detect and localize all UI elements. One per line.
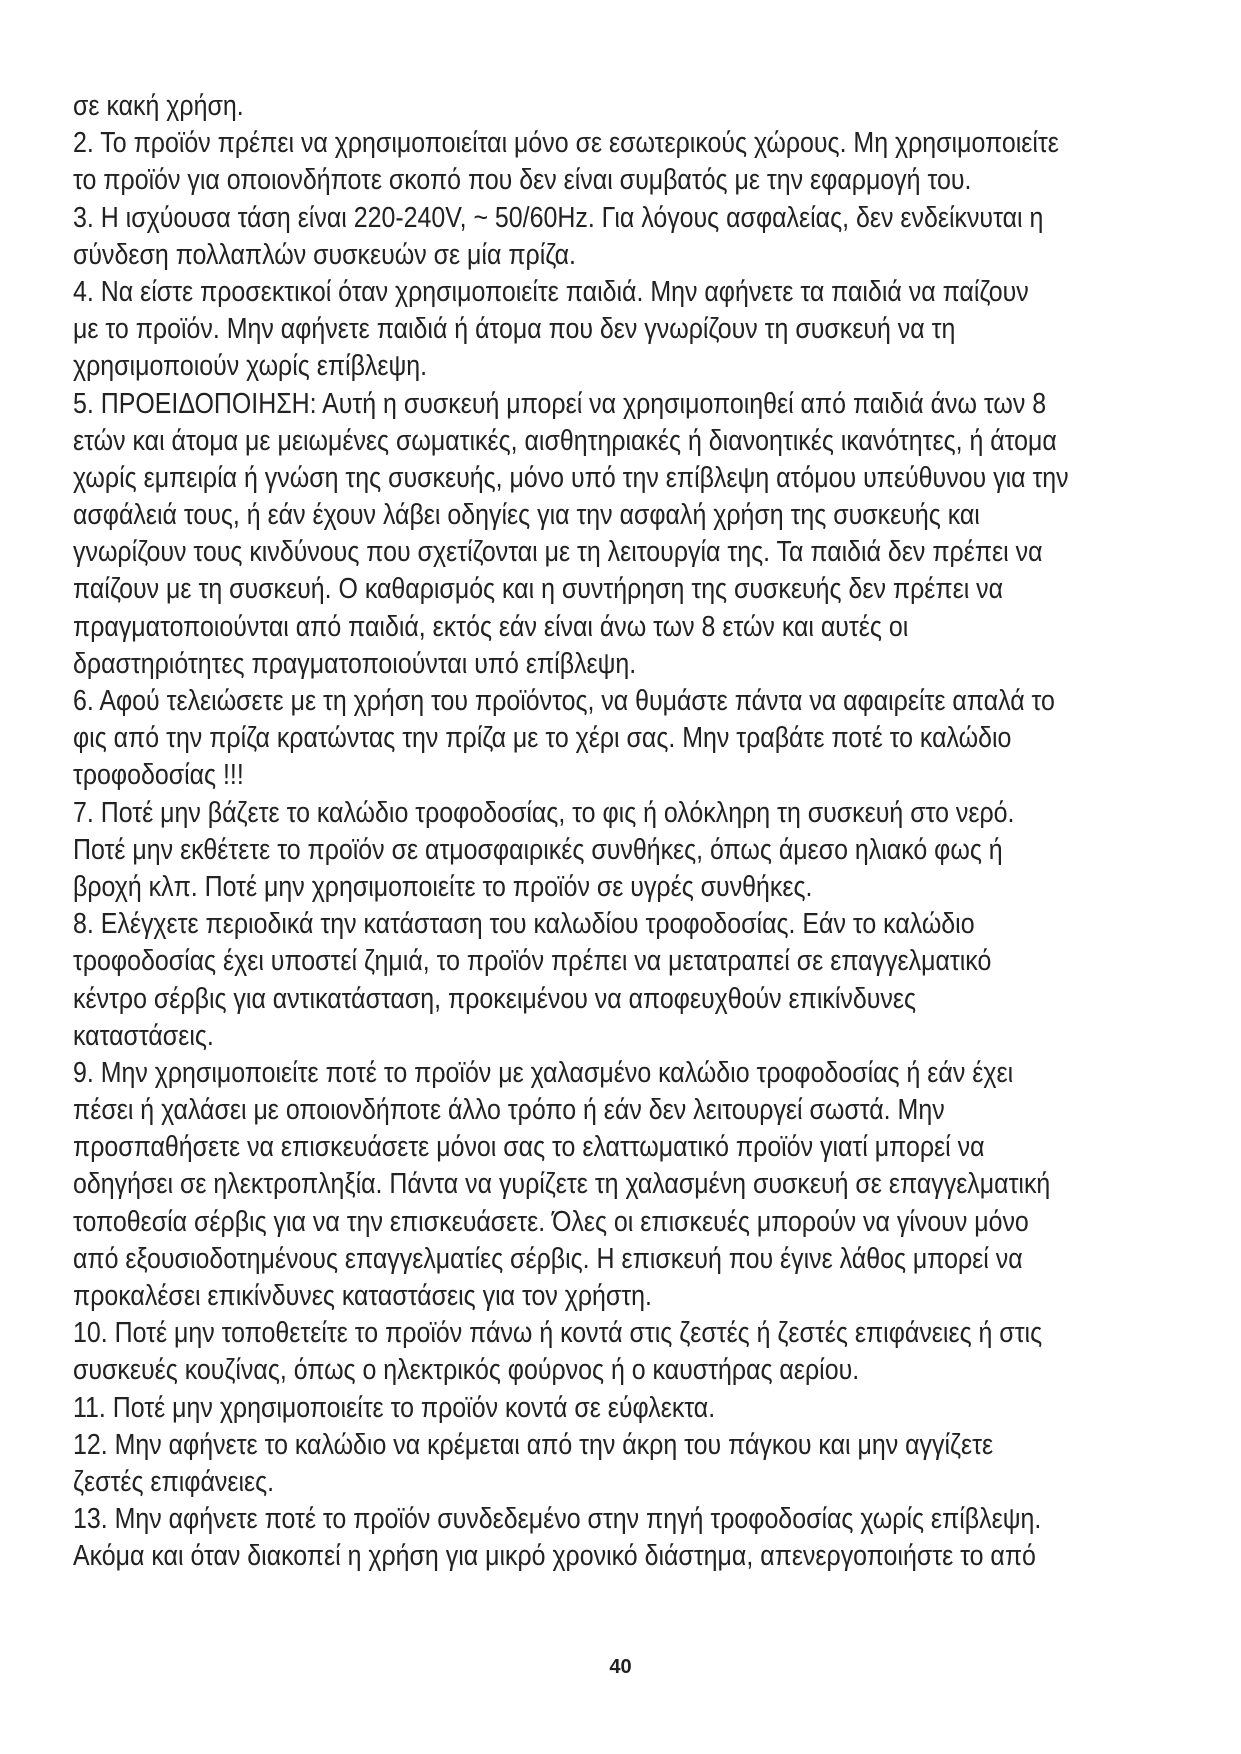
text-line: κέντρο σέρβις για αντικατάσταση, προκειμένου να αποφευχθούν επικίνδυνες (73, 982, 917, 1015)
text-line: δραστηριότητες πραγματοποιούνται υπό επίβλεψη. (73, 647, 637, 680)
text-line: από εξουσιοδοτημένους επαγγελματίες σέρβις. Η επισκευή που έγινε λάθος μπορεί να (73, 1242, 1023, 1275)
text-line: χρησιμοποιούν χωρίς επίβλεψη. (73, 350, 428, 383)
text-line: 12. Μην αφήνετε το καλώδιο να κρέμεται από την άκρη του πάγκου και μην αγγίζετε (73, 1428, 994, 1461)
text-line: παίζουν με τη συσκευή. Ο καθαρισμός και η συντήρηση της συσκευής δεν πρέπει να (73, 573, 1004, 606)
text-line: ετών και άτομα με μειωμένες σωματικές, αισθητηριακές ή διανοητικές ικανότητες, ή άτομα (73, 424, 1057, 457)
text-line: οδηγήσει σε ηλεκτροπληξία. Πάντα να γυρίζετε τη χαλασμένη συσκευή σε επαγγελματική (73, 1168, 1051, 1201)
text-line: 6. Αφού τελειώσετε με τη χρήση του προϊόντος, να θυμάστε πάντα να αφαιρείτε απαλά το (73, 685, 1055, 717)
text-line: Ποτέ μην εκθέτετε το προϊόν σε ατμοσφαιρικές συνθήκες, όπως άμεσο ηλιακό φως ή (73, 833, 1003, 866)
text-line: ασφάλειά τους, ή εάν έχουν λάβει οδηγίες για την ασφαλή χρήση της συσκευής και (73, 499, 980, 532)
text-line: καταστάσεις. (73, 1019, 214, 1052)
text-line: σε κακή χρήση. (73, 90, 244, 122)
text-line: τοποθεσία σέρβις για να την επισκευάσετε. Όλες οι επισκευές μπορούν να γίνουν μόνο (73, 1205, 1029, 1238)
page-number: 40 (609, 1656, 632, 1678)
text-line: φις από την πρίζα κρατώντας την πρίζα με το χέρι σας. Μην τραβάτε ποτέ το καλώδιο (73, 722, 1012, 755)
text-line: πέσει ή χαλάσει με οποιονδήποτε άλλο τρόπο ή εάν δεν λειτουργεί σωστά. Μην (73, 1094, 945, 1127)
text-line: 9. Μην χρησιμοποιείτε ποτέ το προϊόν με χαλασμένο καλώδιο τροφοδοσίας ή εάν έχει (73, 1056, 1014, 1089)
text-line: βροχή κλπ. Ποτέ μην χρησιμοποιείτε το προϊόν σε υγρές συνθήκες. (73, 870, 813, 903)
text-line: τροφοδοσίας έχει υποστεί ζημιά, το προϊόν πρέπει να μετατραπεί σε επαγγελματικό (73, 945, 992, 978)
text-line: 8. Ελέγχετε περιοδικά την κατάσταση του καλωδίου τροφοδοσίας. Εάν το καλώδιο (73, 908, 975, 941)
text-line: πραγματοποιούνται από παιδιά, εκτός εάν είναι άνω των 8 ετών και αυτές οι (73, 610, 909, 643)
body-text (73, 88, 1182, 1576)
text-line: 5. ΠΡΟΕΙΔΟΠΟΙΗΣΗ: Αυτή η συσκευή μπορεί να χρησιμοποιηθεί από παιδιά άνω των 8 (73, 387, 1047, 420)
text-line: 4. Να είστε προσεκτικοί όταν χρησιμοποιείτε παιδιά. Μην αφήνετε τα παιδιά να παίζουν (73, 275, 1029, 308)
text-line: σύνδεση πολλαπλών συσκευών σε μία πρίζα. (73, 238, 576, 271)
text-line: 11. Ποτέ μην χρησιμοποιείτε το προϊόν κοντά σε εύφλεκτα. (73, 1391, 716, 1424)
text-line: Ακόμα και όταν διακοπεί η χρήση για μικρό χρονικό διάστημα, απενεργοποιήστε το από (73, 1540, 1036, 1573)
text-line: 7. Ποτέ μην βάζετε το καλώδιο τροφοδοσίας, το φις ή ολόκληρη τη συσκευή στο νερό. (73, 796, 1015, 829)
text-line: 3. Η ισχύουσα τάση είναι 220-240V, ~ 50/60Hz. Για λόγους ασφαλείας, δεν ενδείκνυται η (73, 201, 1044, 234)
text-line: 2. Το προϊόν πρέπει να χρησιμοποιείται μόνο σε εσωτερικούς χώρους. Μη χρησιμοποιείτε (73, 127, 1059, 160)
text-line: χωρίς εμπειρία ή γνώση της συσκευής, μόνο υπό την επίβλεψη ατόμου υπεύθυνου για την (73, 461, 1069, 494)
text-line: με το προϊόν. Μην αφήνετε παιδιά ή άτομα που δεν γνωρίζουν τη συσκευή να τη (73, 313, 956, 346)
text-line: τροφοδοσίας !!! (73, 759, 244, 792)
text-line: το προϊόν για οποιονδήποτε σκοπό που δεν είναι συμβατός με την εφαρμογή του. (73, 164, 972, 197)
text-line: ζεστές επιφάνειες. (73, 1465, 275, 1498)
text-line: συσκευές κουζίνας, όπως ο ηλεκτρικός φούρνος ή ο καυστήρας αερίου. (73, 1354, 860, 1387)
text-line: γνωρίζουν τους κινδύνους που σχετίζονται με τη λειτουργία της. Τα παιδιά δεν πρέπει να (73, 536, 1043, 569)
text-line: προκαλέσει επικίνδυνες καταστάσεις για τον χρήστη. (73, 1280, 652, 1312)
text-line: 10. Ποτέ μην τοποθετείτε το προϊόν πάνω ή κοντά στις ζεστές ή ζεστές επιφάνειες ή στις (73, 1317, 1043, 1350)
text-line: προσπαθήσετε να επισκευάσετε μόνοι σας το ελαττωματικό προϊόν γιατί μπορεί να (73, 1131, 985, 1164)
text-line: 13. Μην αφήνετε ποτέ το προϊόν συνδεδεμένο στην πηγή τροφοδοσίας χωρίς επίβλεψη. (73, 1503, 1042, 1536)
